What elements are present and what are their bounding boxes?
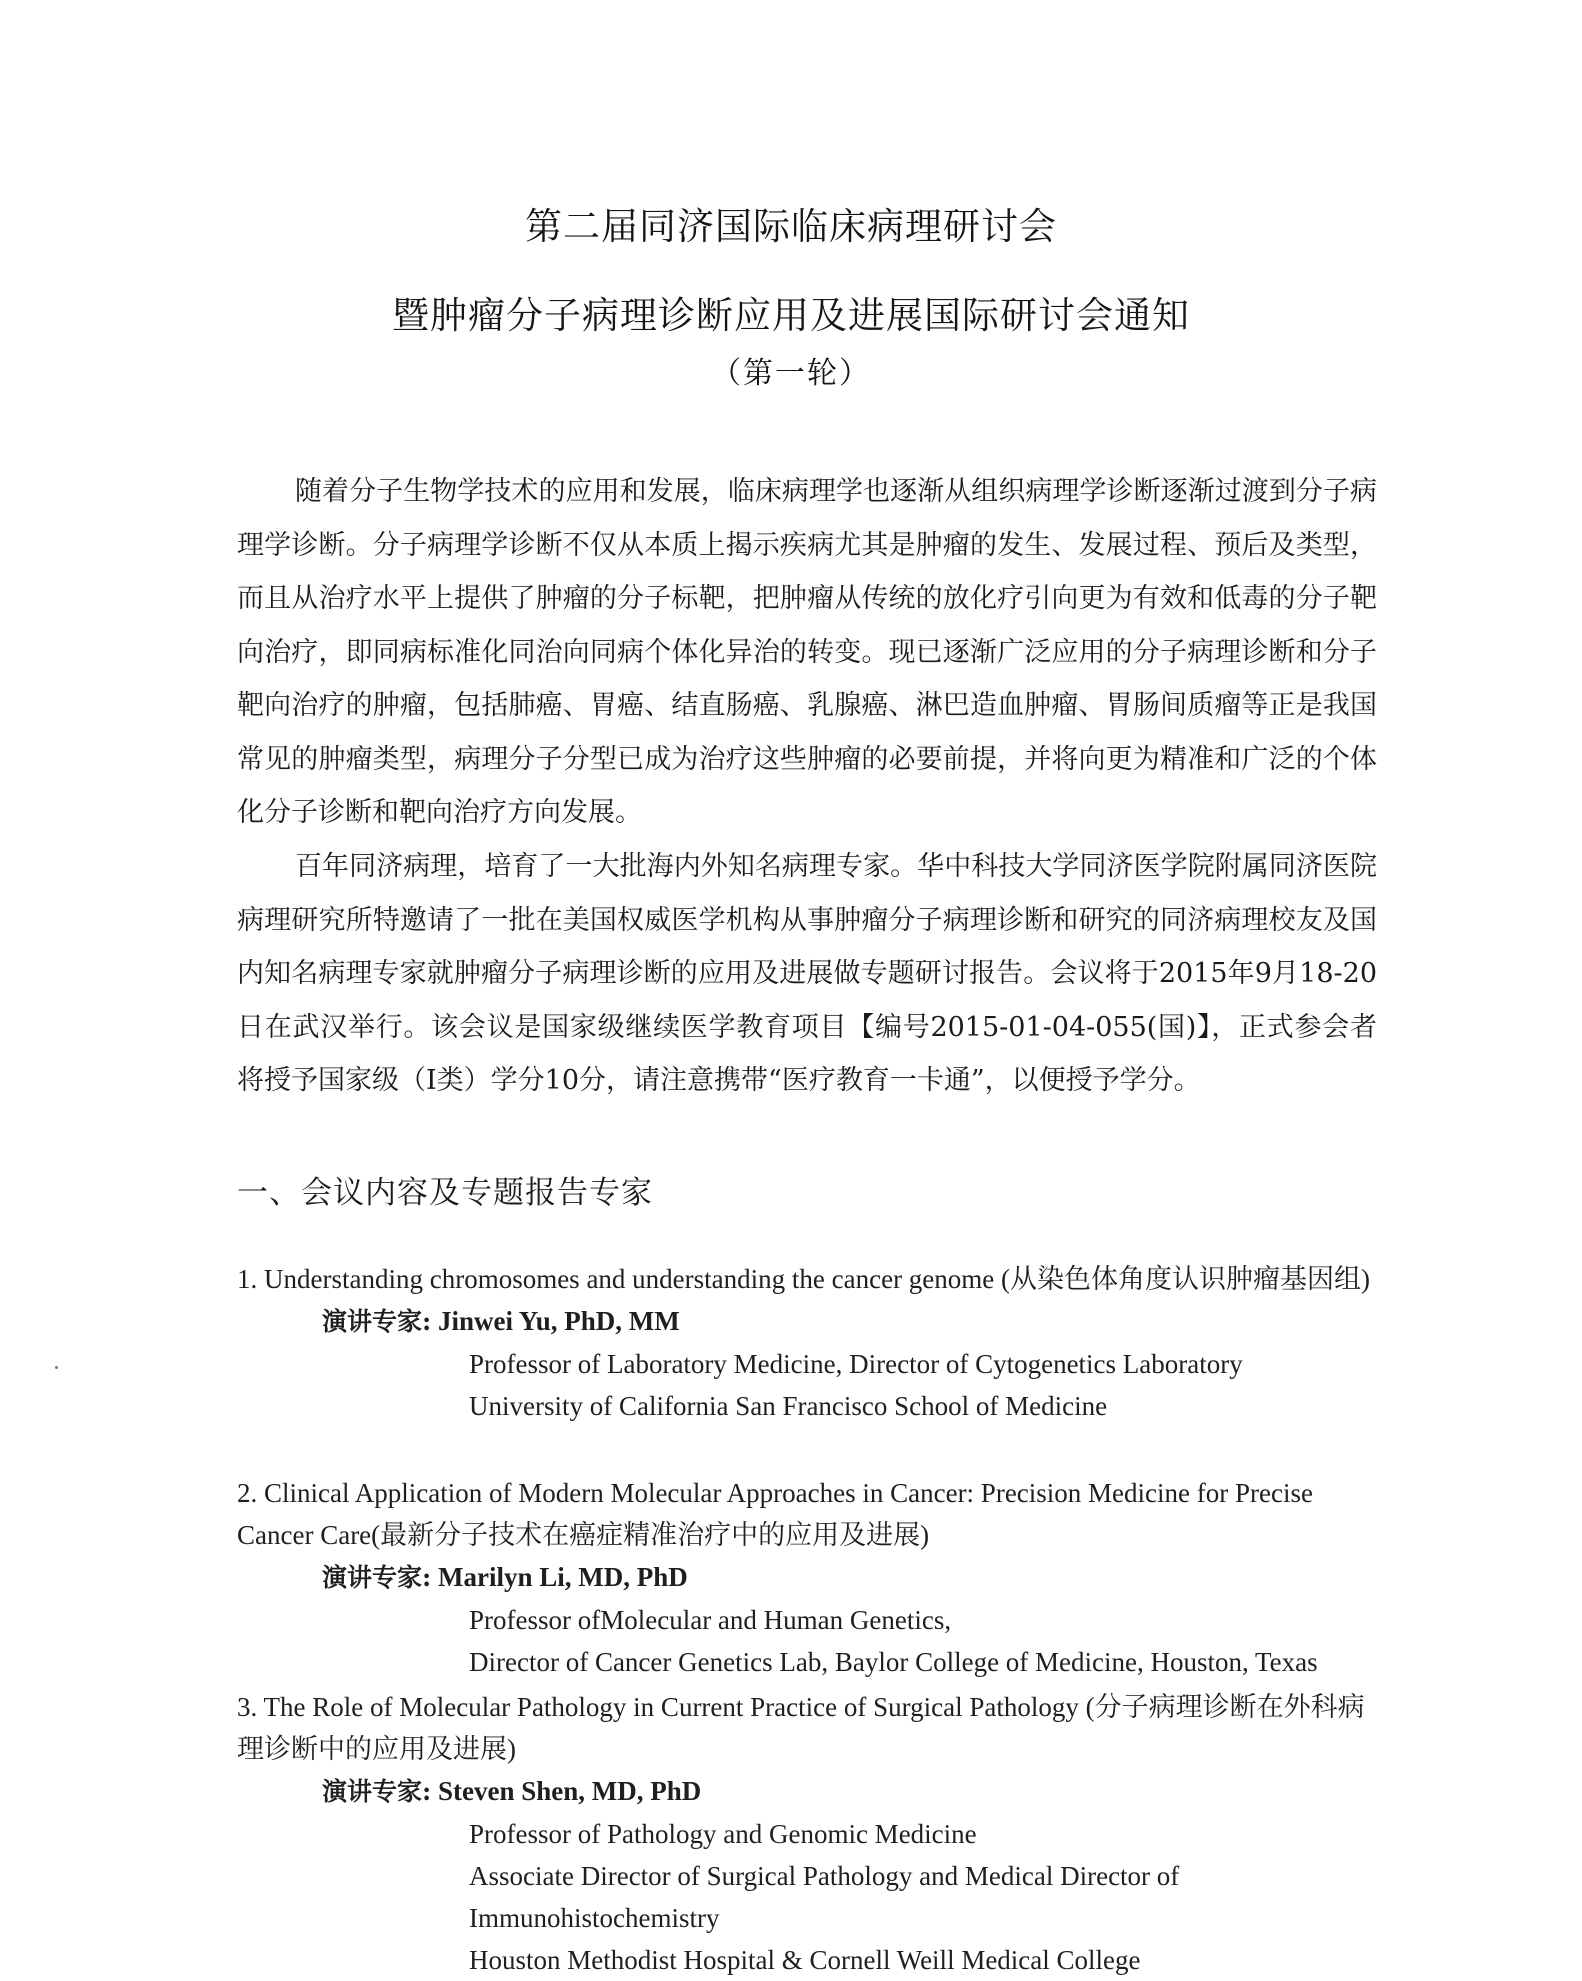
talk-title: 3. The Role of Molecular Pathology in Current Practice of Surgical Pathology (分子病理诊断在外科病理诊断中的应用及进展) xyxy=(237,1692,1365,1764)
speaker-name: Marilyn Li, MD, PhD xyxy=(437,1562,688,1592)
speaker-line xyxy=(237,1556,1377,1599)
speaker-name: Steven Shen, MD, PhD xyxy=(437,1776,702,1806)
notice-title-line2: 暨肿瘤分子病理诊断应用及进展国际研讨会通知 xyxy=(392,294,1190,337)
speaker-line xyxy=(237,1300,1377,1343)
notice-round: （第一轮） xyxy=(711,356,871,391)
speaker-name: Jinwei Yu, PhD, MM xyxy=(437,1306,680,1336)
notice-title-line1: 第二届同济国际临床病理研讨会 xyxy=(525,205,1057,248)
speaker-label: 演讲专家: xyxy=(322,1777,432,1806)
speaker-affiliation: Professor of Laboratory Medicine, Director of Cytogenetics Laboratory xyxy=(469,1349,1243,1379)
speaker-affiliation: Houston Methodist Hospital & Cornell Weill Medical College xyxy=(469,1945,1141,1975)
intro-paragraph-1: 随着分子生物学技术的应用和发展，临床病理学也逐渐从组织病理学诊断逐渐过渡到分子病理学诊断。分子病理学诊断不仅从本质上揭示疾病尤其是肿瘤的发生、发展过程、预后及类型，而且从治疗水平上提供了肿瘤的分子标靶，把肿瘤从传统的放化疗引向更为有效和低毒的分子靶向治疗，即同病标准化同治向同病个体化异治的转变。现已逐渐广泛应用的分子病理诊断和分子靶向治疗的肿瘤，包括肺癌、胃癌、结直肠癌、乳腺癌、淋巴造血肿瘤、胃肠间质瘤等正是我国常见的肿瘤类型，病理分子分型已成为治疗这些肿瘤的必要前提，并将向更为精准和广泛的个体化分子诊断和靶向治疗方向发展。 xyxy=(237,476,1377,828)
speaker-affiliation: Professor ofMolecular and Human Genetics, xyxy=(469,1605,952,1635)
talk-item xyxy=(237,1686,1377,1981)
speaker-label: 演讲专家: xyxy=(322,1563,432,1592)
intro-paragraph-2: 百年同济病理，培育了一大批海内外知名病理专家。华中科技大学同济医学院附属同济医院病理研究所特邀请了一批在美国权威医学机构从事肿瘤分子病理诊断和研究的同济病理校友及国内知名病理专家就肿瘤分子病理诊断的应用及进展做专题研讨报告。会议将于2015年9月18-20日在武汉举行。该会议是国家级继续医学教育项目【编号2015-01-04-055(国)】，正式参会者将授予国家级（I类）学分10分，请注意携带“医疗教育一卡通”，以便授予学分。 xyxy=(237,851,1377,1096)
speaker-affiliation: University of California San Francisco School of Medicine xyxy=(469,1391,1108,1421)
speaker-affiliation: Professor of Pathology and Genomic Medicine xyxy=(469,1819,977,1849)
talk-title: 2. Clinical Application of Modern Molecular Approaches in Cancer: Precision Medicine for Precise Cancer Care(最新分子技术在癌症精准治疗中的应用及进展) xyxy=(237,1478,1313,1550)
speaker-affiliation: Immunohistochemistry xyxy=(469,1903,720,1933)
speaker-affiliation: Associate Director of Surgical Pathology and Medical Director of xyxy=(469,1861,1180,1891)
scan-speck xyxy=(55,1366,58,1369)
speaker-affiliation: Director of Cancer Genetics Lab, Baylor College of Medicine, Houston, Texas xyxy=(469,1647,1318,1677)
talk-item xyxy=(237,1472,1377,1683)
speaker-label: 演讲专家: xyxy=(322,1307,432,1336)
talk-title: 1. Understanding chromosomes and understanding the cancer genome (从染色体角度认识肿瘤基因组) xyxy=(237,1264,1371,1294)
talk-item xyxy=(237,1258,1377,1427)
section-heading-talks: 一、会议内容及专题报告专家 xyxy=(237,1175,653,1211)
speaker-line xyxy=(237,1770,1377,1813)
